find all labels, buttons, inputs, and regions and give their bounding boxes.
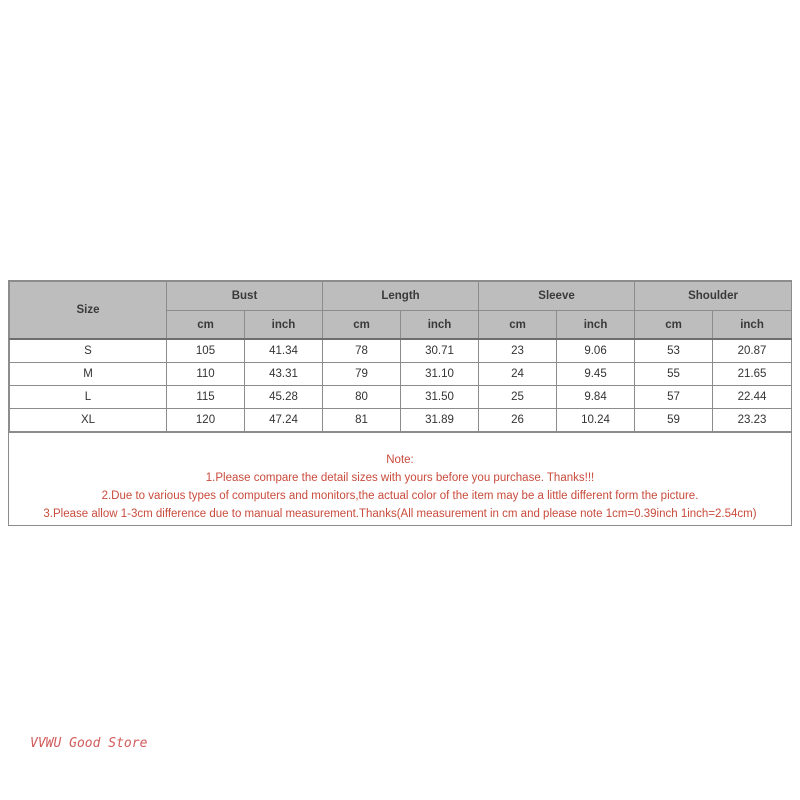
size-cell: XL — [10, 409, 167, 432]
table-row — [10, 363, 792, 386]
note-line: 3.Please allow 1-3cm difference due to manual measurement.Thanks(All measurement in cm and please note 1cm=0.39inch 1inch=2.54cm) — [43, 508, 757, 520]
table-cell: 53 — [635, 339, 713, 363]
unit-header-inch: inch — [245, 311, 323, 340]
table-cell: 23.23 — [713, 409, 792, 432]
unit-header-cm: cm — [323, 311, 401, 340]
table-cell: 59 — [635, 409, 713, 432]
table-cell: 9.45 — [557, 363, 635, 386]
note-title: Note: — [386, 454, 414, 466]
table-cell: 20.87 — [713, 339, 792, 363]
table-cell: 24 — [479, 363, 557, 386]
table-cell: 10.24 — [557, 409, 635, 432]
size-table — [9, 281, 792, 432]
table-cell: 120 — [167, 409, 245, 432]
unit-header-inch: inch — [401, 311, 479, 340]
shoulder-header: Shoulder — [635, 282, 792, 311]
size-chart — [8, 280, 792, 526]
table-cell: 31.10 — [401, 363, 479, 386]
table-cell: 115 — [167, 386, 245, 409]
size-cell: S — [10, 339, 167, 363]
table-cell: 9.06 — [557, 339, 635, 363]
table-cell: 31.50 — [401, 386, 479, 409]
table-row — [10, 339, 792, 363]
size-cell: L — [10, 386, 167, 409]
table-cell: 41.34 — [245, 339, 323, 363]
table-cell: 31.89 — [401, 409, 479, 432]
sleeve-header: Sleeve — [479, 282, 635, 311]
table-cell: 43.31 — [245, 363, 323, 386]
table-cell: 25 — [479, 386, 557, 409]
table-cell: 55 — [635, 363, 713, 386]
unit-header-cm: cm — [167, 311, 245, 340]
table-cell: 26 — [479, 409, 557, 432]
bust-header: Bust — [167, 282, 323, 311]
table-cell: 105 — [167, 339, 245, 363]
table-cell: 21.65 — [713, 363, 792, 386]
table-cell: 22.44 — [713, 386, 792, 409]
unit-header-cm: cm — [635, 311, 713, 340]
note-line: 1.Please compare the detail sizes with yours before you purchase. Thanks!!! — [205, 472, 595, 484]
unit-header-inch: inch — [713, 311, 792, 340]
table-cell: 79 — [323, 363, 401, 386]
table-cell: 78 — [323, 339, 401, 363]
table-row — [10, 409, 792, 432]
table-row — [10, 386, 792, 409]
table-cell: 23 — [479, 339, 557, 363]
length-header: Length — [323, 282, 479, 311]
notes-section — [9, 432, 791, 525]
table-cell: 57 — [635, 386, 713, 409]
store-watermark: VVWU Good Store — [30, 736, 148, 751]
table-cell: 47.24 — [245, 409, 323, 432]
note-line: 2.Due to various types of computers and monitors,the actual color of the item may be a little different form the picture. — [101, 490, 699, 502]
table-cell: 80 — [323, 386, 401, 409]
table-cell: 30.71 — [401, 339, 479, 363]
size-header: Size — [10, 282, 167, 340]
table-cell: 9.84 — [557, 386, 635, 409]
table-cell: 81 — [323, 409, 401, 432]
table-cell: 45.28 — [245, 386, 323, 409]
unit-header-inch: inch — [557, 311, 635, 340]
table-cell: 110 — [167, 363, 245, 386]
size-cell: M — [10, 363, 167, 386]
unit-header-cm: cm — [479, 311, 557, 340]
header-row-groups — [10, 282, 792, 311]
